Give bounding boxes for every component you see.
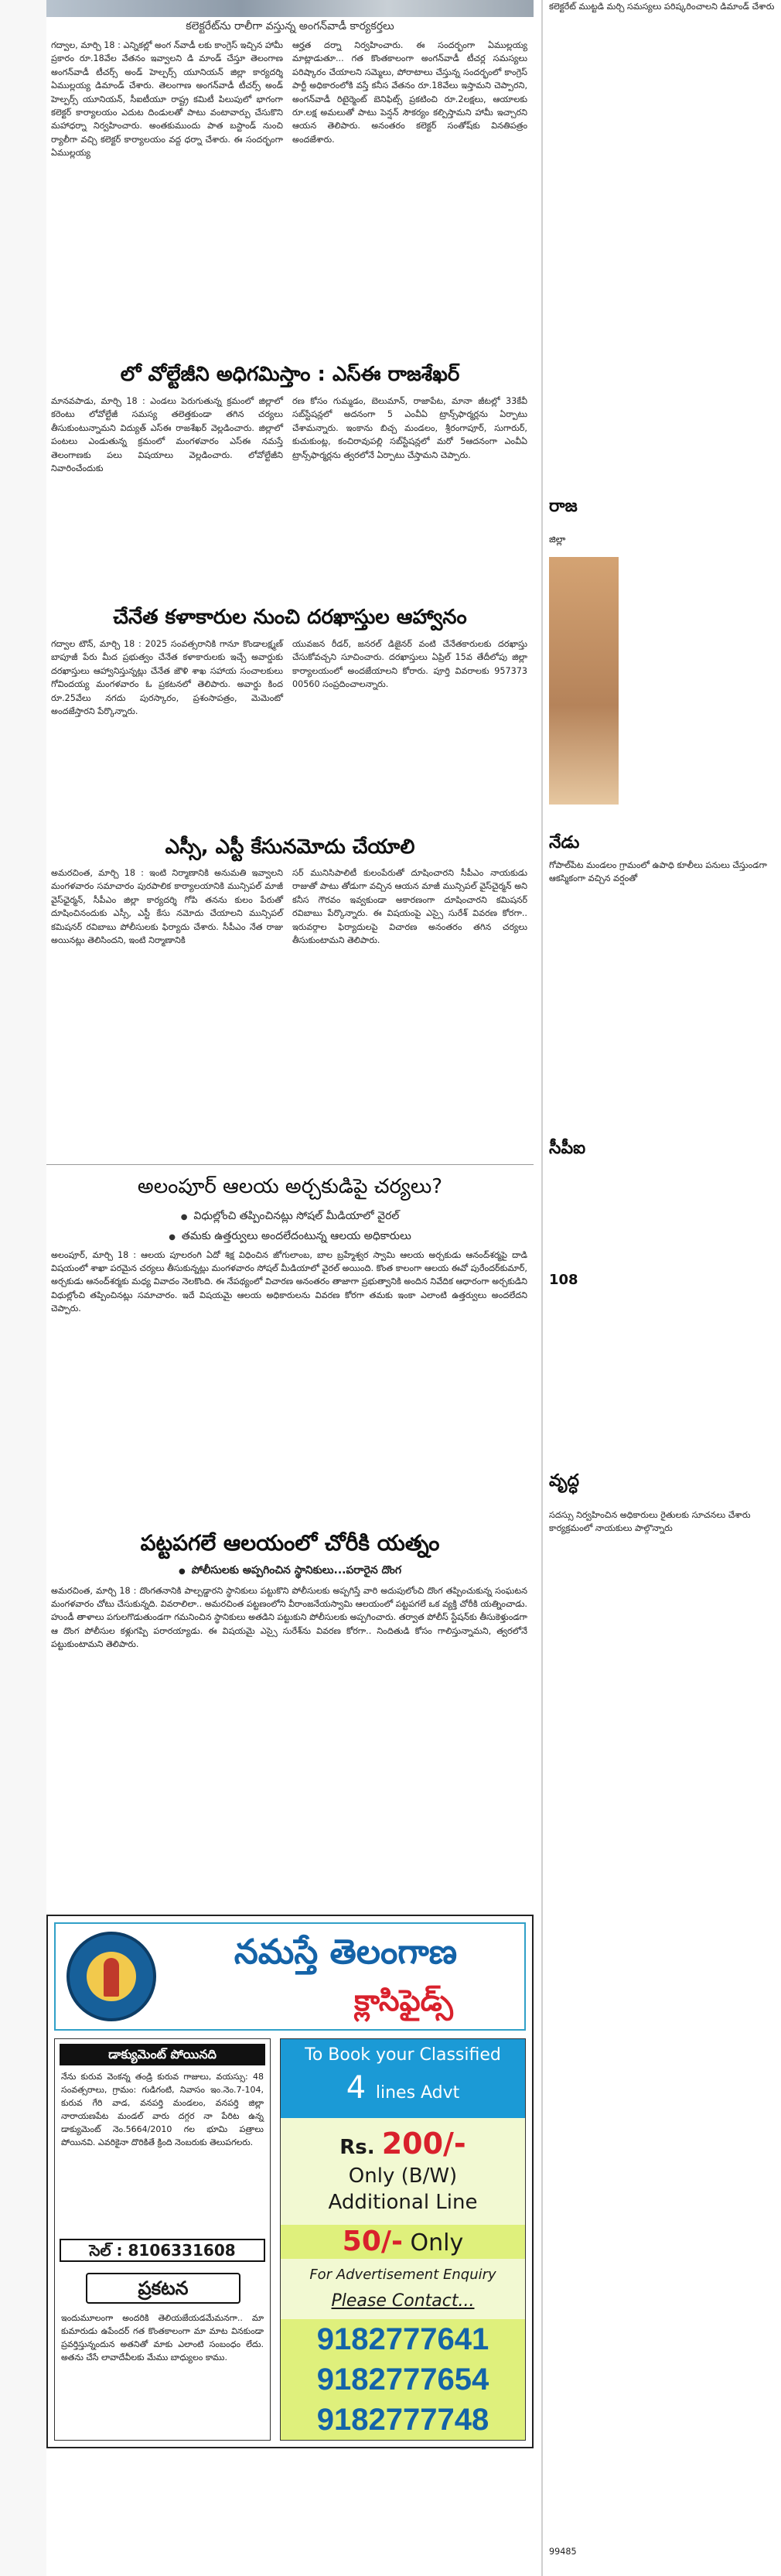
phone-number: 9182777641 [316, 2322, 489, 2356]
notice-phone: సెల్ : 8106331608 [60, 2239, 265, 2262]
side-heading: నేడు [549, 833, 580, 852]
bullet-item: ● తమకు ఉత్తర్వులు అందలేదంటున్న ఆలయ అధికారులు [46, 1227, 534, 1247]
side-heading: వృద్ధ [549, 1471, 579, 1491]
article2-right: రణ కోసం గుమ్మడం, బెలుమాన్‌, రాజాపేట, మానా జీటల్లో 33కేవీ సబ్‌స్టేషన్లలో అదనంగా 5 ఎంవీఏ ట్రాన్స్‌ఫార్మర్లను ఏర్పాటు చేశామన్నారు. ఇంకాను బిచ్చ మండలం, శ్రీరంగాపూర్, సుగారుర్, కుచుకుంట్ల, కంచిరావుపల్లి సబ్‌స్టేషన్లలో మరో 5ఆదనంగా ఎంవీఏ ట్రాన్స్‌ఫార్మర్లను త్వరలోనే ఏర్పాటు చేస్తామని చెప్పారు. [292, 396, 527, 460]
headline-sc-st-case: ఎస్సీ, ఎస్టీ కేసునమోదు చేయాలి [165, 835, 415, 859]
ad-notices [54, 2038, 271, 2441]
classified-ad [46, 1915, 534, 2448]
notice-title-announcement: ప్రకటన [86, 2273, 240, 2304]
headline-low-voltage: లో వోల్టేజీని అధిగమిస్తాం : ఎస్ఈ రాజశేఖర్ [120, 363, 460, 386]
headline-temple-theft: పట్టపగలే ఆలయంలో చోరీకి యత్నం [140, 1530, 440, 1556]
notice-text-lost-document: నేను కురువ వెంకన్న తండ్రి కురువ గాజులు, వయస్సు: 48 సంవత్సరాలు, గ్రామం: గుడిగంటి, నివాసం ఇం.నెం.7-104, కురువ గేరి వాడ, వనపర్తి మండలం, వనపర్తి జిల్లా నారాయణపేట మండల్ వారు దగ్గర నా పేరిట ఉన్న డాక్యుమెంట్ నెం.5664/2010 గల భూమి పత్రాలు పోయినవి. ఎవరికైనా దొరికితే క్రింది నెంబరుకు తెలుపగలరు. [61, 2072, 264, 2147]
contact-label: Please Contact... [331, 2291, 475, 2311]
sub-bullet: ● పోలీసులకు అప్పగించిన స్థానికులు...పరారైన దొంగ [46, 1561, 534, 1581]
booking-header: To Book your Classified 4 lines Advt [281, 2039, 525, 2118]
column-gutter [541, 0, 543, 2576]
side-number: 108 [549, 1272, 578, 1288]
side-number-bottom: 99485 [549, 2547, 577, 2557]
photo-caption: కలెక్టరేట్‌ను రాలీగా వస్తున్న అంగన్‌వాడీ కార్యకర్తలు [186, 20, 394, 32]
additional-line: Additional Line [328, 2191, 478, 2214]
headline-alampur-priest: అలంపూర్ ఆలయ అర్చకుడిపై చర్యలు? [137, 1175, 443, 1198]
side-heading: సీపీఐ [549, 1139, 586, 1158]
article1-right: ఆర్హత దర్నా నిర్వహించారు. ఈ సందర్భంగా ఏముల్లయ్య మాట్లాడుతూ... గత కొంతకాలంగా అంగన్‌వాడీ టీచర్ల సమస్యలు పరిష్కారం చేయాలని సమ్మెలు, పోరాటాలు చేస్తున్న సందర్భంలో కాంగ్రెస్ పార్టీ అధికారంలోకి వస్తే కనీస వేతనం రూ.18వేలు ఇస్తామని చెప్పారని, అంగన్‌వాడీ రిటైర్మెంట్ బెనిఫిట్స్ ప్రకటించి రూ.2లక్షలు, ఆయాలకు రూ.లక్ష అమలుతో పాటు పెన్షన్ సౌకర్యం కల్పిస్తామని హామీ ఇచ్చారని ఆయన తెలిపారు. అనంతరం కలెక్టర్ సంతోష్‌కు వినతిపత్రం అందజేశారు. [292, 40, 527, 145]
left-margin [0, 0, 46, 2576]
price: Rs. 200/- [339, 2127, 466, 2161]
side-text-low: సదస్సు నిర్వహించిన అధికారులు రైతులకు సూచనలు చేశారు కార్యక్రమంలో నాయకులు పాల్గొన్నారు [549, 1510, 751, 1534]
bullet-item: ● విధుల్లోంచి తప్పించినట్లు సోషల్ మీడియాలో వైరల్ [46, 1207, 534, 1227]
ad-banner [54, 1922, 526, 2031]
rally-photo [46, 0, 534, 17]
article3-right: యువజన రీడర్, జనరల్ డిజైనర్ వంటి చేనేతకారులకు దరఖాస్తు చేసుకోవచ్చని సూచించారు. దరఖాస్తులు ఏప్రిల్ 15వ తేదీలోపు జిల్లా కార్యాలయంలో అందజేయాలని కోరారు. పూర్తి వివరాలకు 957373 00560 సంప్రదించాలన్నారు. [292, 639, 527, 690]
price-only-bw: Only (B/W) [348, 2164, 458, 2188]
bullet-list [46, 1207, 534, 1247]
phone-number: 9182777748 [316, 2403, 489, 2437]
article3-left: గద్వాల టౌన్, మార్చి 18 : 2025 సంవత్సరానికి గానూ కొండాలక్ష్మణ్ బాపూజీ పేరు మీద ప్రభుత్వం చేనేత కళాకారులకు ఇచ్చే అవార్డుకు దరఖాస్తులు ఆహ్వానిస్తున్నట్లు చేనేత జౌళి శాఖ సహాయ సంచాలకులు గోవిందయ్య మంగళవారం ఓ ప్రకటనలో తెలిపారు. అవార్డు కింద రూ.25వేలు నగదు పురస్కారం, ప్రశంసాపత్రం, మెమెంటో అందజేస్తారని పేర్కొన్నారు. [51, 639, 283, 717]
article1-left: గద్వాల, మార్చి 18 : ఎన్నికల్లో అంగ న్‌వాడీ లకు కాంగ్రెస్ ఇచ్చిన హామీ ప్రకారం రూ.18వేల వేతనం ఇవ్వాలని డి మాండ్ చేస్తూ తెలంగాణ అంగన్‌వాడీ టీచర్స్ అండ్ హెల్పర్స్ యూనియన్ జిల్లా కార్యదర్శి ఏముల్లయ్య డిమాండ్ చేశారు. తెలంగాణ అంగన్‌వాడీ టీచర్స్ అండ్ హెల్పర్స్ యూనియన్, సీఐటీయూ రాష్ట్ర కమిటీ పిలుపులో భాగంగా కలెక్టర్ కార్యాలయం ఎదుట దిండులతో పాటు వంటావార్పు చేసుకొని మహాధర్నా నిర్వహించారు. అంతకుముందు పాత బస్టాండ్ నుంచి ర్యాలీగా వచ్చి కలెక్టర్ కార్యాలయం వద్ద ధర్నా చేశారు. ఈ సందర్భంగా ఏముల్లయ్య [51, 40, 283, 159]
headline-handloom: చేనేత కళాకారుల నుంచి దరఖాస్తుల ఆహ్వానం [113, 606, 467, 629]
side-text-top: కలెక్టరేట్ ముట్టడి మర్చి సమస్యలు పరిష్కరించాలని డిమాండ్ చేశారు [549, 2, 775, 12]
contact-phones [281, 2319, 525, 2440]
side-photo [549, 557, 619, 805]
side-text-mid: గోపాల్‌పేట మండలం గ్రామంలో ఉపాధి కూలీలు పనులు చేస్తుండగా ఆకస్మికంగా వచ్చిన వర్షంతో [549, 860, 767, 884]
article6-body: అమరచింత, మార్చి 18 : దొంగతనానికి పాల్పడ్డారని స్థానికులు పట్టుకొని పోలీసులకు అప్పగిస్తే వారి అదుపులోంచి దొంగ తప్పించుకున్న సంఘటన మంగళవారం చోటు చేసుకున్నది. వివరాలిలా.. అమరచింత పట్టణంలోని వీరాంజనేయస్వామి ఆలయంలో పట్టపగలే ఒక వ్యక్తి చోరీకి యత్నించాడు. హుండీ తాళాలు పగులగొడుతుండగా గమనించిన స్థానికులు అతడిని పట్టుకుని పోలీసులకు అప్పగించారు. తర్వాత పోలీస్ స్టేషన్‌కు తీసుకెళ్తుండగా ఆ దొంగ పోలీసుల కళ్లుగప్పి పరారయ్యాడు. ఈ విషయమై ఎస్సై సురేశ్‌ను వివరణ కోరగా.. నిందితుడి కోసం గాలిస్తున్నామని, త్వరలోనే పట్టుకుంటామని తెలిపారు. [51, 1586, 527, 1649]
classifieds-logo [67, 1932, 156, 2021]
ad-title: నమస్తే తెలంగాణ [234, 1932, 458, 1972]
article4-right: సర్ మునిసిపాలిటీ కులంపేరుతో దూషించారని సీపీఎం నాయకుడు రాజుతో పాటు తోడుగా వచ్చిన ఆయన మాజీ మున్సిపల్ వైస్‌చైర్మన్ అని కనీస గౌరవం ఇవ్వకుండా అకారణంగా దూషించారని కమిషనర్ రవిబాబు పేర్కొన్నారు. ఈ విషయంపై ఎస్సై సురేశ్ వివరణ కోరగా.. ఇరువర్గాల ఫిర్యాదులపై విచారణ అనంతరం తగిన చర్యలు తీసుకుంటామని తెలిపారు. [292, 868, 527, 946]
adjacent-page-column [546, 0, 775, 2576]
ad-subtitle: క్లాసిఫైడ్స్ [354, 1983, 453, 2017]
notice-text-announcement: ఇందుమూలంగా అందరికి తెలియజేయడమేమనగా.. మా కుమారుడు ఉపేందర్ గత కొంతకాలంగా మా మాట వినకుండా ప్రవర్తిస్తున్నందున అతనితో మాకు ఎలాంటి సంబంధం లేదు. అతను చేసే లావాదేవీలకు మేము బాధ్యులం కాము. [61, 2313, 264, 2362]
article2-left: మానవపాడు, మార్చి 18 : ఎండలు పెరుగుతున్న క్రమంలో జిల్లాలో కరెంటు లోవోల్టేజీ సమస్య తలెత్తకుండా తగిన చర్యలు తీసుకుంటున్నామని విద్యుత్ ఎస్ఈ రాజశేఖర్ వెల్లడించారు. జిల్లాలో పంటలు ఎండుతున్న క్రమంలో మంగళవారం ఎస్ఈ నమస్తే తెలంగాణకు పలు విషయాలు వెల్లడించారు. లోవోల్టేజీని నివారించేందుకు [51, 396, 283, 474]
article5-body: అలంపూర్, మార్చి 18 : ఆలయ పూలరంగి ఏదో శిక్ష విధించిన జోగులాంబ, బాల బ్రహ్మేశ్వర స్వామి ఆలయ అర్చకుడు ఆనంద్‌శర్మపై దాడి విషయంలో శాఖా పరమైన చర్యలు తీసుకున్నట్లు మంగళవారం సోషల్ మీడియాలో వైరల్ అయింది. కొంత కాలంగా ఆలయ ఈవో పురేందర్‌కుమార్, అర్చకుడు ఆనంద్‌శర్మకు మధ్య వివాదం నెలకొంది. ఈ నేపథ్యంలో విచారణ అనంతరం తాజాగా ప్రభుత్వానికి అందిన నివేదిక ఆధారంగా అర్చకుడిని విధుల్లోంచి తప్పించినట్లు సమాచారం. ఇదే విషయమై ఆలయ అధికారులను వివరణ కోరగా తమకు ఇంకా ఎలాంటి ఉత్తర్వులు అందలేదని చెప్పారు. [51, 1250, 527, 1314]
lines-count: 4 [346, 2070, 367, 2106]
phone-number: 9182777654 [316, 2362, 489, 2397]
side-bullet: జిల్లా [549, 534, 566, 545]
enquiry-label: For Advertisement Enquiry [309, 2267, 496, 2283]
side-heading: రాజ [549, 497, 578, 516]
notice-title-lost-document: డాక్యుమెంట్ పోయినది [60, 2044, 265, 2065]
article4-left: అమరచింత, మార్చి 18 : ఇంటి నిర్మాణానికి అనుమతి ఇవ్వాలని మంగళవారం సమాచారం పురపాలిక కార్యాలయానికి మున్సిపల్ మాజీ వైస్‌ఛైర్మన్, సీపీఎం జిల్లా కార్యదర్శి గోపి తనను కులం పేరుతో దూషించినందుకు ఎస్సీ, ఎస్టీ కేసు నమోదు చేయాలని మున్సిపల్ కమిషనర్ రవిబాబు పోలీసులకు ఫిర్యాదు చేశారు. సీపీఎం నేత రాజు అయినట్లు తెలిసిందని, ఇంటి నిర్మాణానికి [51, 868, 283, 946]
section-divider [46, 1164, 534, 1165]
additional-price: 50/- Only [281, 2225, 525, 2259]
ad-booking-info [280, 2038, 526, 2441]
